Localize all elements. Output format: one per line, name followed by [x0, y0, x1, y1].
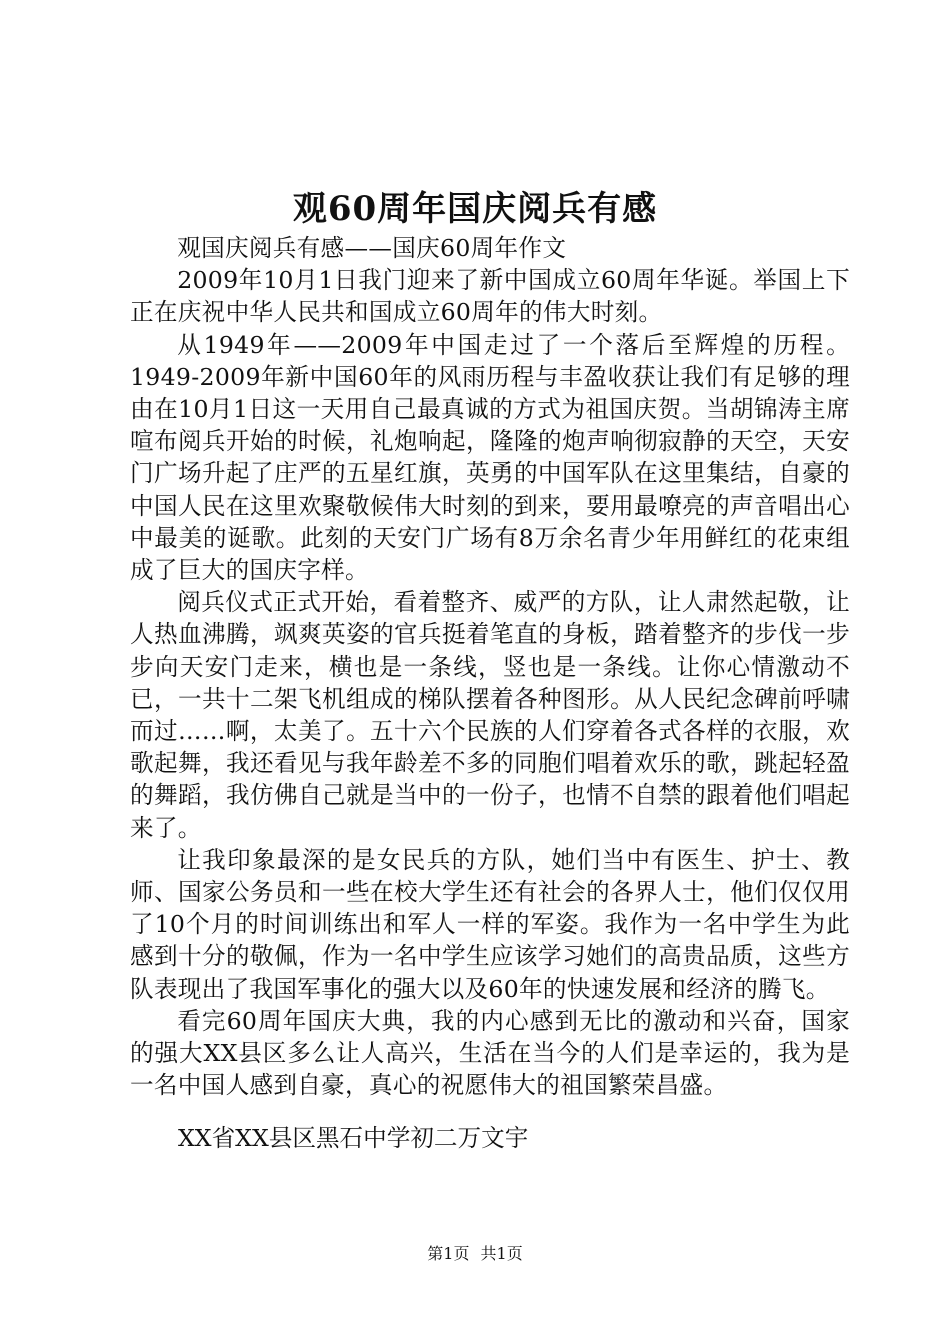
page-footer — [0, 1243, 950, 1265]
document-title: 观60周年国庆阅兵有感 — [292, 189, 658, 229]
paragraph: 阅兵仪式正式开始，看着整齐、威严的方队，让人肃然起敬，让人热血沸腾，飒爽英姿的官兵挺着笔直的身板，踏着整齐的步伐一步步向天安门走来，横也是一条线，竖也是一条线。让你心情激动不已，一共十二架飞机组成的梯队摆着各种图形。从人民纪念碑前呼啸而过……啊，太美了。五十六个民族的人们穿着各式各样的衣服，欢歌起舞，我还看见与我年龄差不多的同胞们唱着欢乐的歌，跳起轻盈的舞蹈，我仿佛自己就是当中的一份子，也情不自禁的跟着他们唱起来了。 — [130, 588, 850, 842]
document-body — [130, 232, 850, 1101]
paragraph: 看完60周年国庆大典，我的内心感到无比的激动和兴奋，国家的强大XX县区多么让人高兴，生活在当今的人们是幸运的，我为是一名中国人感到自豪，真心的祝愿伟大的祖国繁荣昌盛。 — [130, 1006, 850, 1100]
page-number: 第1页 — [427, 1244, 470, 1263]
paragraph: 2009年10月1日我门迎来了新中国成立60周年华诞。举国上下正在庆祝中华人民共和国成立60周年的伟大时刻。 — [130, 266, 850, 327]
page-total: 共1页 — [480, 1244, 523, 1263]
author-signature: XX省XX县区黑石中学初二万文宇 — [178, 1124, 529, 1152]
paragraph-subtitle: 观国庆阅兵有感——国庆60周年作文 — [177, 234, 567, 262]
paragraph: 从1949年——2009年中国走过了一个落后至辉煌的历程。1949-2009年新中国60年的风雨历程与丰盈收获让我们有足够的理由在10月1日这一天用自己最真诚的方式为祖国庆贺。当胡锦涛主席喧布阅兵开始的时候，礼炮响起，隆隆的炮声响彻寂静的天空，天安门广场升起了庄严的五星红旗，英勇的中国军队在这里集结，自豪的中国人民在这里欢聚敬候伟大时刻的到来，要用最嘹亮的声音唱出心中最美的诞歌。此刻的天安门广场有8万余名青少年用鲜红的花束组成了巨大的国庆字样。 — [130, 330, 850, 585]
paragraph: 让我印象最深的是女民兵的方队，她们当中有医生、护士、教师、国家公务员和一些在校大学生还有社会的各界人士，他们仅仅用了10个月的时间训练出和军人一样的军姿。我作为一名中学生为此感到十分的敬佩，作为一名中学生应该学习她们的高贵品质，这些方队表现出了我国军事化的强大以及60年的快速发展和经济的腾飞。 — [130, 845, 850, 1003]
